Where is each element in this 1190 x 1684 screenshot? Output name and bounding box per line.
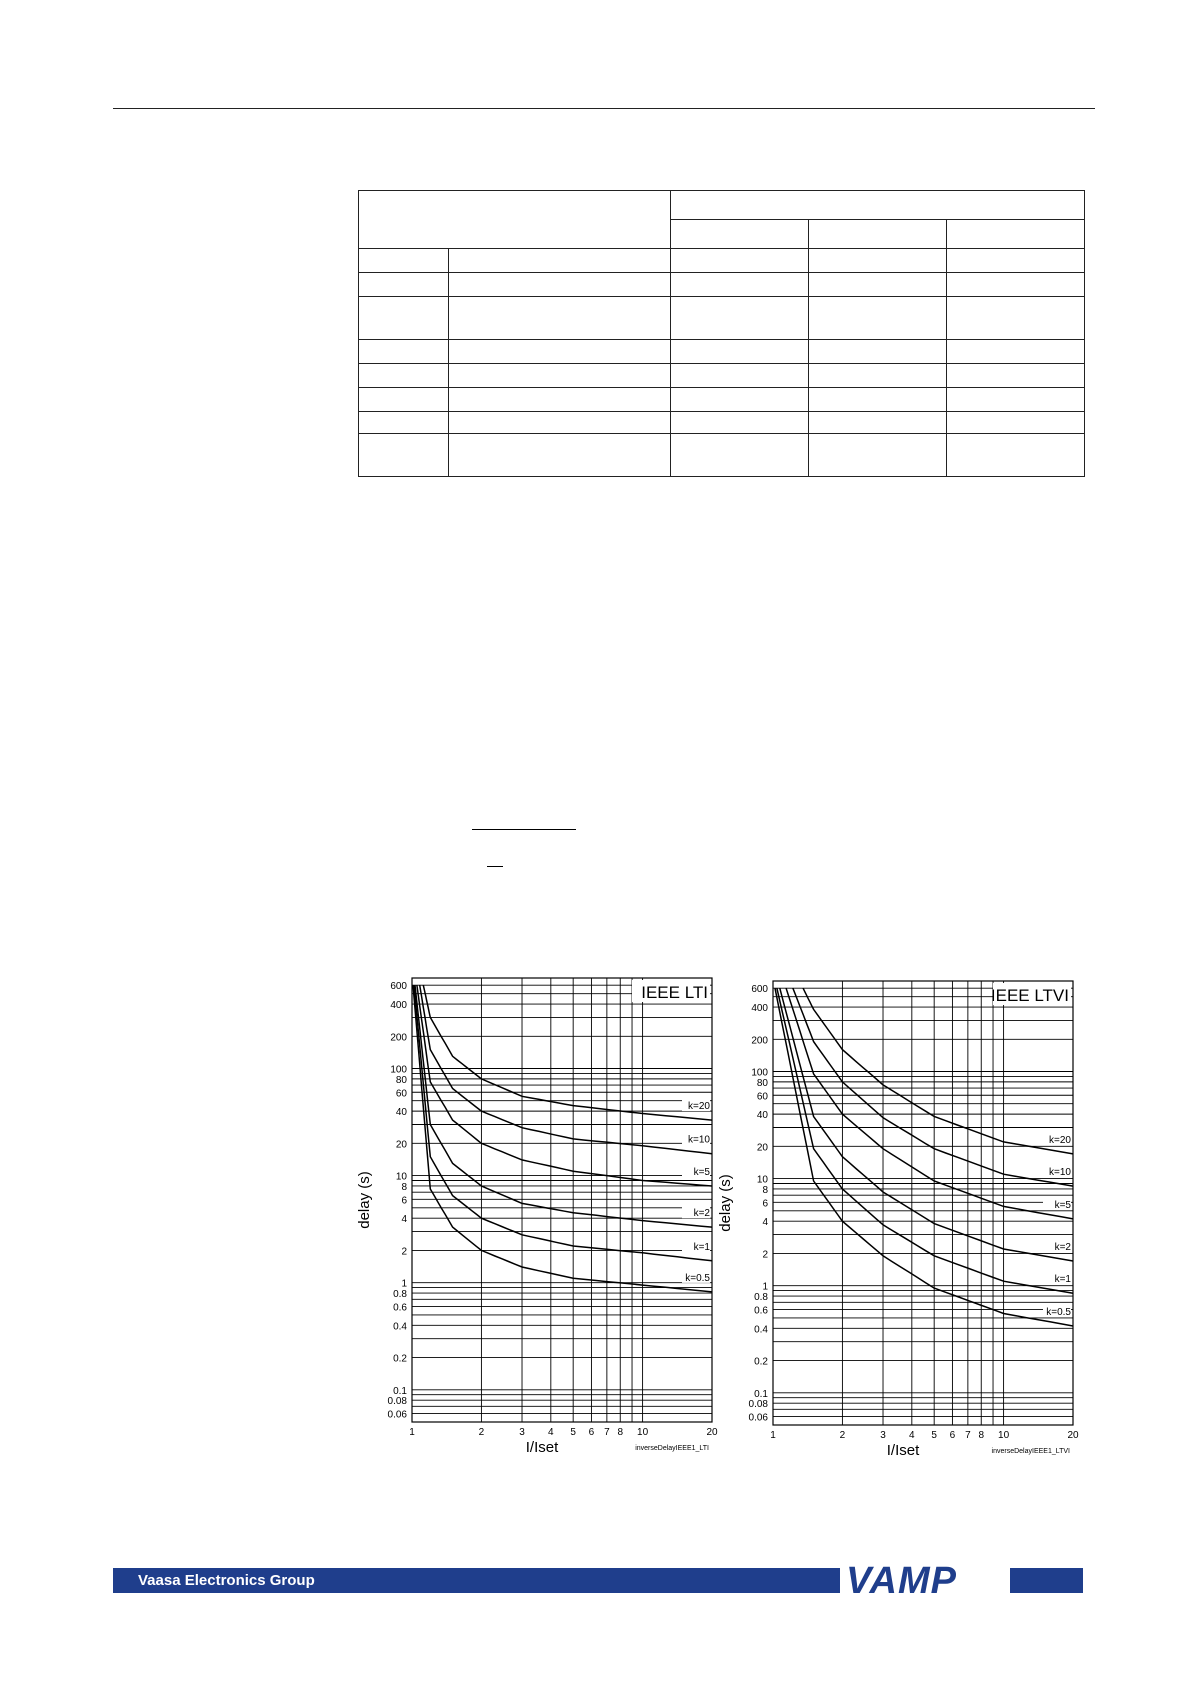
curve-label: k=2: [1054, 1241, 1071, 1253]
chart-title: IEEE LTI: [641, 983, 708, 1002]
x-tick-label: 20: [1067, 1430, 1079, 1441]
x-tick-label: 6: [588, 1427, 595, 1438]
y-tick-label: 4: [401, 1214, 407, 1226]
y-tick-label: 0.06: [387, 1409, 407, 1421]
y-tick-label: 6: [401, 1195, 407, 1207]
y-tick-label: 6: [762, 1198, 768, 1210]
curve-k-5: [417, 985, 712, 1186]
table-header-cell: [809, 220, 947, 249]
table-row: [359, 388, 1085, 412]
table-header-cell: [947, 220, 1085, 249]
y-tick-label: 0.4: [754, 1324, 768, 1336]
table-row: [359, 273, 1085, 297]
curve-k-0-5: [413, 985, 712, 1292]
y-tick-label: 600: [751, 984, 768, 996]
y-axis-label: delay (s): [717, 1174, 734, 1232]
footer-company-name: Vaasa Electronics Group: [138, 1572, 315, 1589]
table-row: [359, 412, 1085, 434]
x-tick-label: 4: [909, 1430, 915, 1441]
y-tick-label: 40: [756, 1110, 768, 1122]
curve-k-1: [777, 988, 1073, 1293]
curve-label: k=1: [1054, 1274, 1071, 1286]
chart-ieee-lti: [355, 970, 720, 1470]
x-tick-label: 2: [478, 1427, 485, 1438]
y-tick-label: 0.6: [754, 1305, 768, 1317]
y-tick-label: 0.1: [754, 1388, 768, 1400]
table-row: [359, 297, 1085, 340]
table-row: [359, 364, 1085, 388]
y-tick-label: 80: [756, 1077, 768, 1089]
x-tick-label: 7: [965, 1430, 971, 1441]
x-tick-label: 10: [637, 1427, 649, 1438]
y-tick-label: 20: [395, 1139, 407, 1151]
x-tick-label: 1: [770, 1430, 776, 1441]
x-tick-label: 3: [519, 1427, 525, 1438]
curve-label: k=2: [693, 1208, 710, 1220]
y-tick-label: 2: [401, 1246, 407, 1258]
y-tick-label: 0.08: [387, 1396, 407, 1408]
x-tick-label: 3: [880, 1430, 886, 1441]
header-rule: [113, 108, 1095, 109]
y-tick-label: 80: [395, 1074, 407, 1086]
x-tick-label: 10: [998, 1430, 1010, 1441]
y-tick-label: 4: [762, 1217, 768, 1229]
curve-label: k=20: [688, 1101, 710, 1113]
x-axis-label: I/Iset: [525, 1439, 559, 1456]
curve-label: k=1: [693, 1241, 710, 1253]
y-tick-label: 60: [395, 1088, 407, 1100]
formula-fraction-bar-small: [487, 866, 503, 867]
vamp-logo: VAMP: [846, 1560, 957, 1602]
x-tick-label: 5: [931, 1430, 937, 1441]
x-tick-label: 20: [706, 1427, 718, 1438]
y-axis-label: delay (s): [356, 1171, 373, 1229]
y-tick-label: 100: [390, 1064, 407, 1076]
x-tick-label: 7: [604, 1427, 610, 1438]
x-tick-label: 4: [548, 1427, 554, 1438]
file-tag: inverseDelayIEEE1_LTVI: [991, 1448, 1070, 1455]
y-tick-label: 2: [762, 1249, 768, 1261]
y-tick-label: 10: [756, 1174, 768, 1186]
table-header-cell: [671, 220, 809, 249]
y-tick-label: 60: [756, 1091, 768, 1103]
curve-label: k=0.5: [1046, 1307, 1071, 1319]
plot-ieee-ltvi: [716, 973, 1081, 1473]
y-tick-label: 600: [390, 981, 407, 993]
curve-label: k=10: [688, 1134, 710, 1146]
y-tick-label: 400: [751, 1003, 768, 1015]
table-header-cell: [671, 191, 1085, 220]
curve-k-2: [415, 985, 712, 1227]
y-tick-label: 0.08: [748, 1399, 768, 1411]
table-header-cell: [359, 191, 671, 249]
plot-ieee-lti: [355, 970, 720, 1470]
table-row: [359, 434, 1085, 477]
formula-fraction-bar: [472, 829, 576, 830]
curve-k-2: [780, 988, 1073, 1261]
x-tick-label: 2: [839, 1430, 846, 1441]
y-tick-label: 200: [751, 1035, 768, 1047]
file-tag: inverseDelayIEEE1_LTI: [635, 1445, 709, 1452]
y-tick-label: 20: [756, 1142, 768, 1154]
curve-label: k=20: [1049, 1134, 1071, 1146]
curve-k-1: [414, 985, 712, 1261]
y-tick-label: 200: [390, 1032, 407, 1044]
x-tick-label: 5: [570, 1427, 576, 1438]
y-tick-label: 0.6: [393, 1302, 407, 1314]
y-tick-label: 8: [401, 1181, 407, 1193]
y-tick-label: 1: [762, 1281, 768, 1293]
x-tick-label: 1: [409, 1427, 415, 1438]
chart-title: IEEE LTVI: [990, 986, 1069, 1005]
chart-ieee-ltvi: [716, 973, 1081, 1473]
curve-label: k=0.5: [685, 1272, 710, 1284]
x-tick-label: 8: [617, 1427, 624, 1438]
x-axis-label: I/Iset: [886, 1442, 920, 1459]
table-row: [359, 340, 1085, 364]
curve-label: k=10: [1049, 1167, 1071, 1179]
y-tick-label: 0.4: [393, 1321, 407, 1333]
y-tick-label: 400: [390, 1000, 407, 1012]
y-tick-label: 0.2: [754, 1356, 768, 1368]
x-tick-label: 8: [978, 1430, 985, 1441]
table-row: [359, 249, 1085, 273]
y-tick-label: 0.8: [754, 1292, 768, 1304]
y-tick-label: 0.2: [393, 1353, 407, 1365]
y-tick-label: 40: [395, 1107, 407, 1119]
y-tick-label: 1: [401, 1278, 407, 1290]
y-tick-label: 0.8: [393, 1289, 407, 1301]
y-tick-label: 0.1: [393, 1385, 407, 1397]
y-tick-label: 8: [762, 1184, 768, 1196]
y-tick-label: 0.06: [748, 1412, 768, 1424]
parameter-table: [358, 190, 1085, 477]
y-tick-label: 10: [395, 1171, 407, 1183]
x-tick-label: 6: [949, 1430, 956, 1441]
curve-k-10: [793, 988, 1073, 1186]
y-tick-label: 100: [751, 1067, 768, 1079]
curve-label: k=5: [693, 1166, 710, 1178]
curve-label: k=5: [1054, 1199, 1071, 1211]
